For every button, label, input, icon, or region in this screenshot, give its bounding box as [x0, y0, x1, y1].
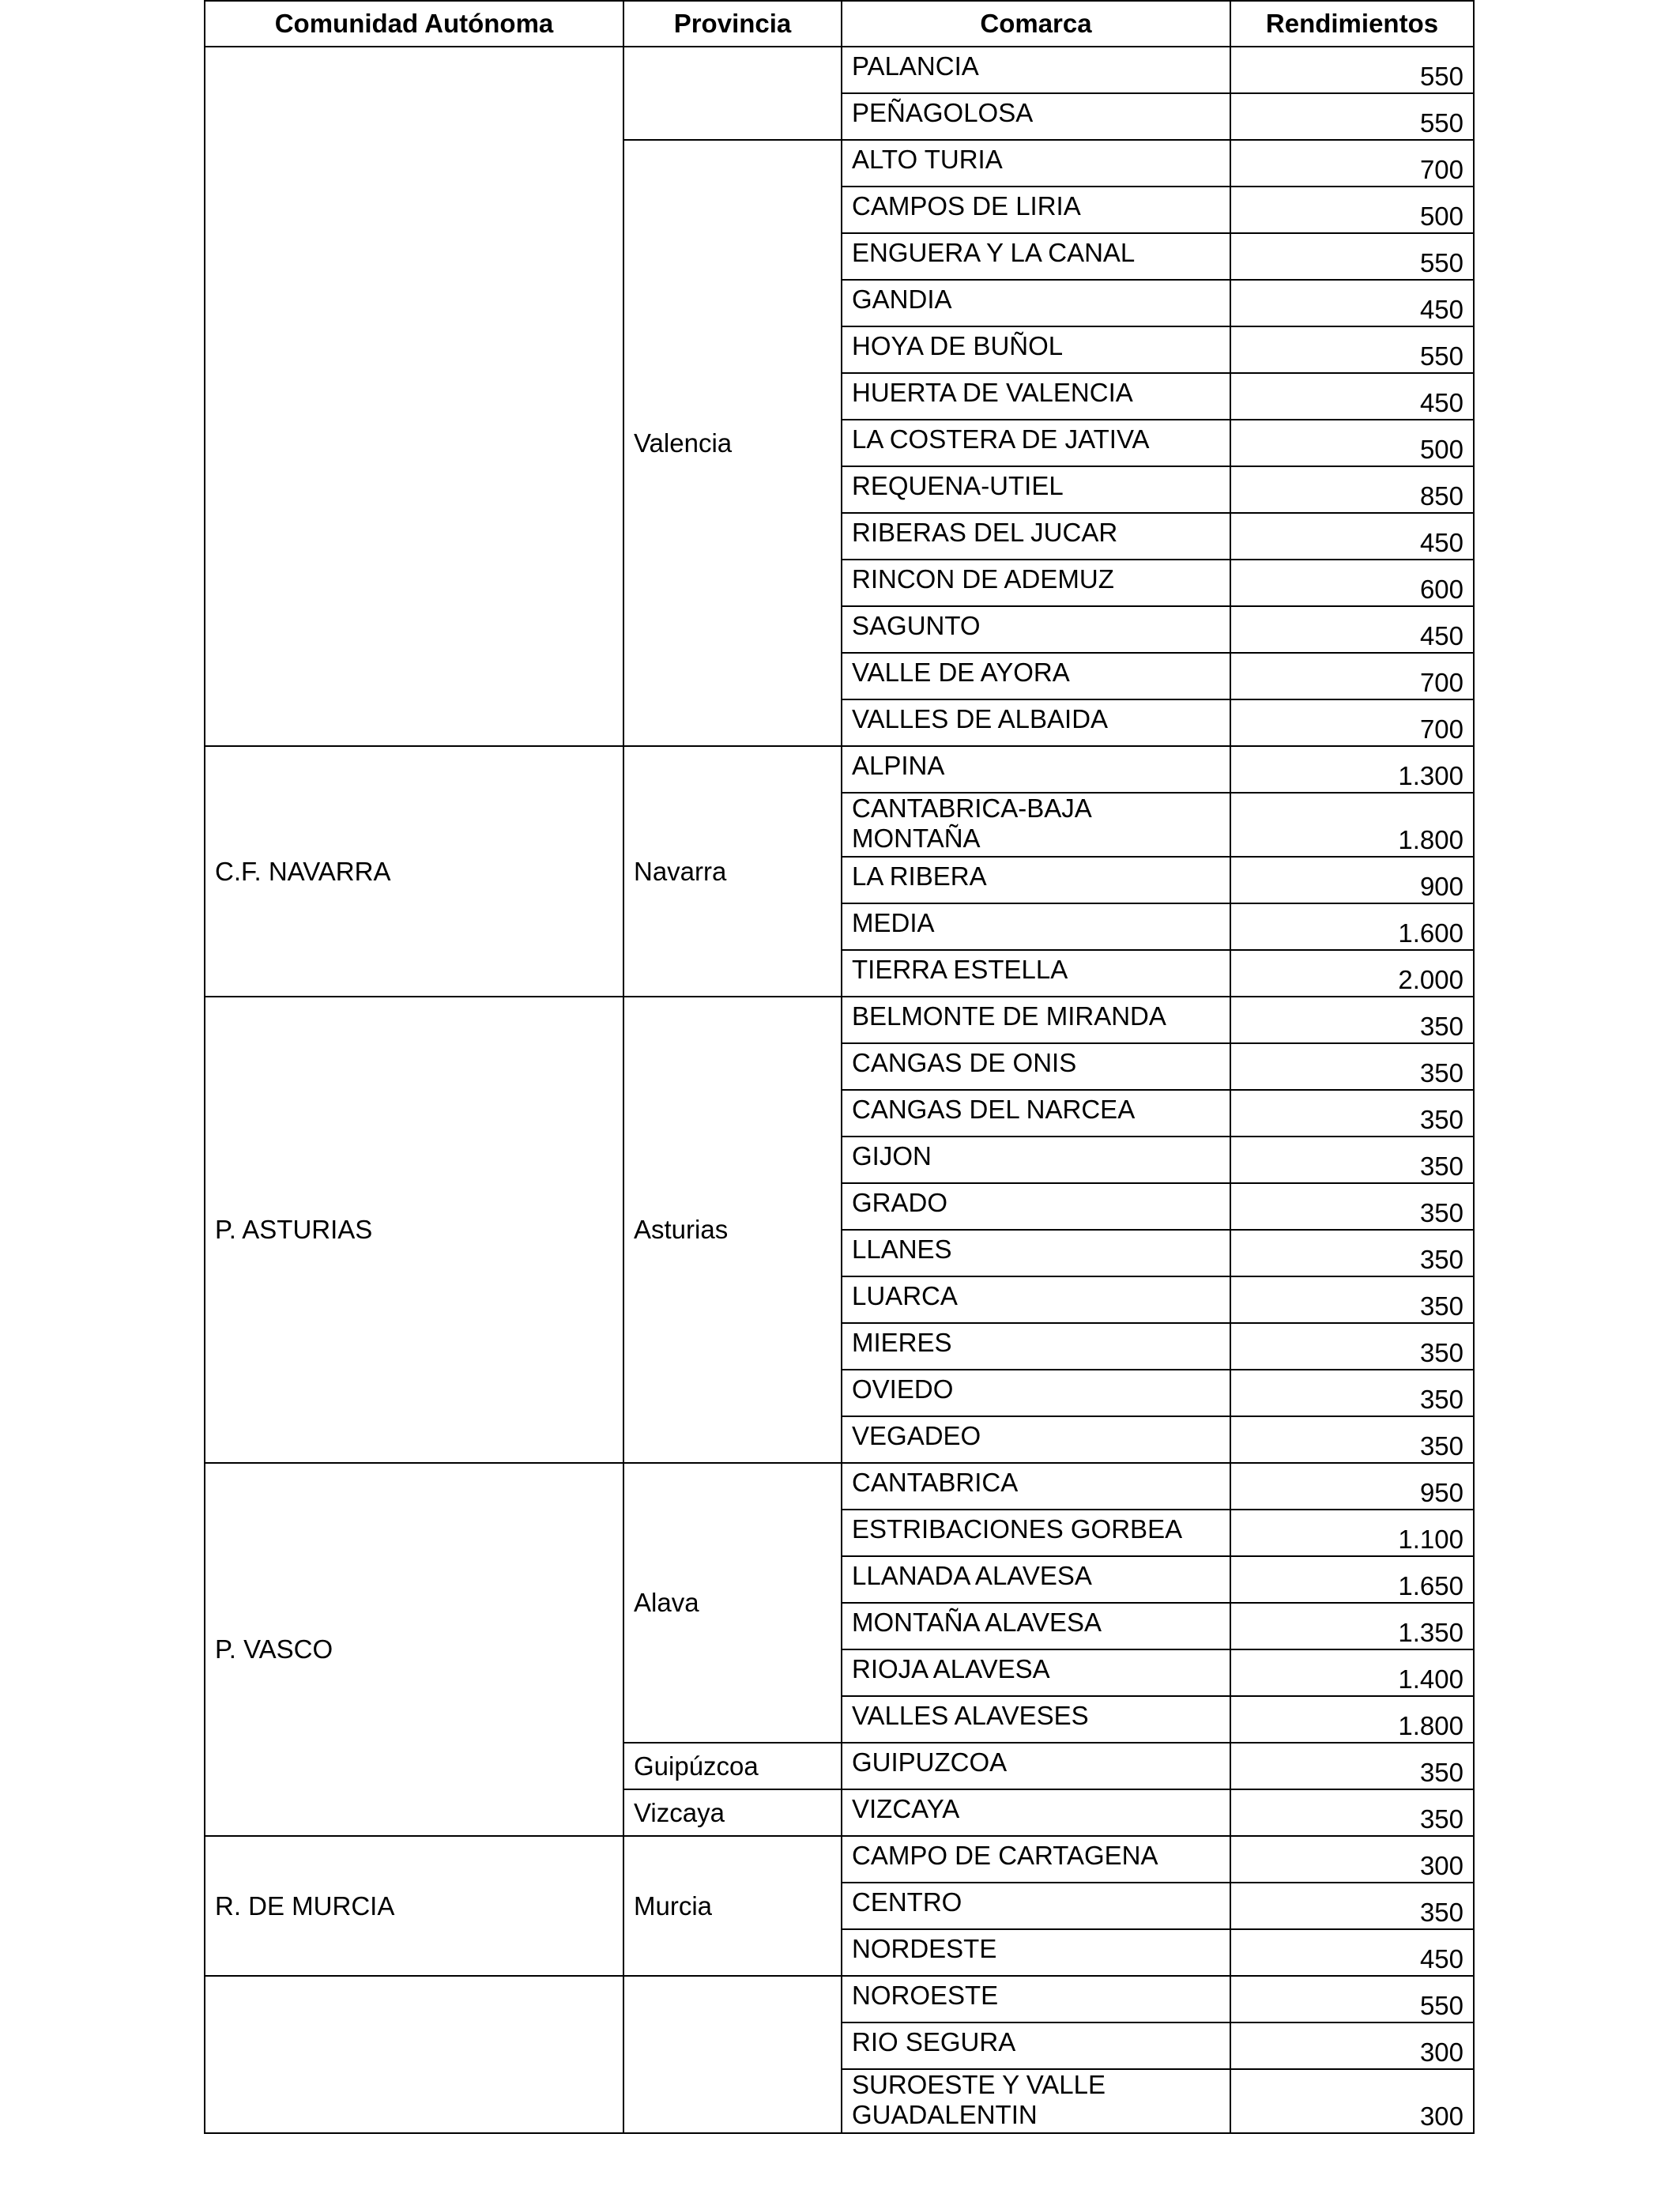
comarca-cell: VALLES ALAVESES — [842, 1696, 1230, 1743]
rendimiento-cell: 850 — [1230, 466, 1474, 513]
rendimiento-cell: 550 — [1230, 233, 1474, 280]
header-provincia: Provincia — [623, 1, 842, 47]
rendimiento-cell: 950 — [1230, 1463, 1474, 1510]
comarca-cell: GUIPUZCOA — [842, 1743, 1230, 1789]
rendimiento-cell: 550 — [1230, 326, 1474, 373]
comarca-cell: GRADO — [842, 1183, 1230, 1230]
rendimiento-cell: 350 — [1230, 1789, 1474, 1836]
rendimiento-cell: 1.650 — [1230, 1556, 1474, 1603]
comarca-cell: MEDIA — [842, 903, 1230, 950]
comarca-cell: ALTO TURIA — [842, 140, 1230, 187]
rendimiento-cell: 700 — [1230, 140, 1474, 187]
comunidad-cell — [205, 1976, 623, 2133]
comarca-cell: ALPINA — [842, 746, 1230, 793]
table-row — [205, 47, 1474, 93]
comarca-cell: RINCON DE ADEMUZ — [842, 560, 1230, 606]
rendimientos-table — [204, 0, 1475, 2134]
rendimiento-cell: 1.300 — [1230, 746, 1474, 793]
header-row — [205, 1, 1474, 47]
table-body — [205, 47, 1474, 2133]
comarca-cell: TIERRA ESTELLA — [842, 950, 1230, 997]
comarca-cell: CANTABRICA — [842, 1463, 1230, 1510]
comarca-cell: GANDIA — [842, 280, 1230, 326]
rendimiento-cell: 450 — [1230, 1929, 1474, 1976]
comarca-cell: CANTABRICA-BAJA MONTAÑA — [842, 793, 1230, 857]
comarca-cell: VALLES DE ALBAIDA — [842, 699, 1230, 746]
provincia-cell: Valencia — [623, 140, 842, 746]
provincia-cell: Navarra — [623, 746, 842, 997]
comarca-cell: LLANADA ALAVESA — [842, 1556, 1230, 1603]
rendimiento-cell: 900 — [1230, 857, 1474, 903]
rendimiento-cell: 700 — [1230, 653, 1474, 699]
rendimiento-cell: 300 — [1230, 2022, 1474, 2069]
comunidad-cell: C.F. NAVARRA — [205, 746, 623, 997]
rendimiento-cell: 350 — [1230, 1043, 1474, 1090]
comarca-cell: CANGAS DEL NARCEA — [842, 1090, 1230, 1137]
provincia-cell: Guipúzcoa — [623, 1743, 842, 1789]
header-comarca: Comarca — [842, 1, 1230, 47]
comarca-cell: VALLE DE AYORA — [842, 653, 1230, 699]
table-row — [205, 746, 1474, 793]
rendimiento-cell: 350 — [1230, 1230, 1474, 1276]
table-row — [205, 1976, 1474, 2022]
rendimiento-cell: 1.800 — [1230, 793, 1474, 857]
comarca-cell: MONTAÑA ALAVESA — [842, 1603, 1230, 1649]
rendimiento-cell: 600 — [1230, 560, 1474, 606]
comarca-cell: LA RIBERA — [842, 857, 1230, 903]
comarca-cell: RIBERAS DEL JUCAR — [842, 513, 1230, 560]
rendimiento-cell: 450 — [1230, 513, 1474, 560]
rendimiento-cell: 350 — [1230, 1323, 1474, 1370]
rendimiento-cell: 450 — [1230, 280, 1474, 326]
comarca-cell: SUROESTE Y VALLE GUADALENTIN — [842, 2069, 1230, 2133]
rendimiento-cell: 450 — [1230, 606, 1474, 653]
rendimiento-cell: 450 — [1230, 373, 1474, 420]
rendimiento-cell: 350 — [1230, 1183, 1474, 1230]
comarca-cell: LUARCA — [842, 1276, 1230, 1323]
comarca-cell: ENGUERA Y LA CANAL — [842, 233, 1230, 280]
rendimiento-cell: 1.100 — [1230, 1510, 1474, 1556]
header-rendimientos: Rendimientos — [1230, 1, 1474, 47]
provincia-cell: Murcia — [623, 1836, 842, 1976]
comarca-cell: CENTRO — [842, 1883, 1230, 1929]
rendimiento-cell: 300 — [1230, 2069, 1474, 2133]
comarca-cell: VEGADEO — [842, 1416, 1230, 1463]
provincia-cell — [623, 1976, 842, 2133]
comarca-cell: NOROESTE — [842, 1976, 1230, 2022]
comarca-cell: REQUENA-UTIEL — [842, 466, 1230, 513]
provincia-cell: Asturias — [623, 997, 842, 1463]
comarca-cell: OVIEDO — [842, 1370, 1230, 1416]
comunidad-cell: R. DE MURCIA — [205, 1836, 623, 1976]
comarca-cell: VIZCAYA — [842, 1789, 1230, 1836]
comarca-cell: LLANES — [842, 1230, 1230, 1276]
comarca-cell: RIO SEGURA — [842, 2022, 1230, 2069]
rendimiento-cell: 350 — [1230, 1743, 1474, 1789]
comarca-cell: BELMONTE DE MIRANDA — [842, 997, 1230, 1043]
rendimiento-cell: 550 — [1230, 1976, 1474, 2022]
comunidad-cell: P. ASTURIAS — [205, 997, 623, 1463]
comunidad-cell — [205, 47, 623, 746]
comarca-cell: PEÑAGOLOSA — [842, 93, 1230, 140]
rendimiento-cell: 550 — [1230, 47, 1474, 93]
rendimiento-cell: 350 — [1230, 1276, 1474, 1323]
rendimiento-cell: 500 — [1230, 420, 1474, 466]
comarca-cell: CANGAS DE ONIS — [842, 1043, 1230, 1090]
table-row — [205, 1463, 1474, 1510]
rendimiento-cell: 2.000 — [1230, 950, 1474, 997]
rendimiento-cell: 300 — [1230, 1836, 1474, 1883]
rendimiento-cell: 350 — [1230, 1137, 1474, 1183]
comarca-cell: CAMPOS DE LIRIA — [842, 187, 1230, 233]
rendimiento-cell: 350 — [1230, 997, 1474, 1043]
comarca-cell: NORDESTE — [842, 1929, 1230, 1976]
rendimiento-cell: 500 — [1230, 187, 1474, 233]
comarca-cell: PALANCIA — [842, 47, 1230, 93]
provincia-cell: Vizcaya — [623, 1789, 842, 1836]
comarca-cell: ESTRIBACIONES GORBEA — [842, 1510, 1230, 1556]
rendimiento-cell: 700 — [1230, 699, 1474, 746]
comarca-cell: CAMPO DE CARTAGENA — [842, 1836, 1230, 1883]
comarca-cell: MIERES — [842, 1323, 1230, 1370]
comunidad-cell: P. VASCO — [205, 1463, 623, 1836]
comarca-cell: RIOJA ALAVESA — [842, 1649, 1230, 1696]
rendimiento-cell: 350 — [1230, 1883, 1474, 1929]
rendimiento-cell: 350 — [1230, 1370, 1474, 1416]
rendimiento-cell: 350 — [1230, 1416, 1474, 1463]
rendimiento-cell: 1.600 — [1230, 903, 1474, 950]
comarca-cell: LA COSTERA DE JATIVA — [842, 420, 1230, 466]
table-row — [205, 997, 1474, 1043]
rendimiento-cell: 350 — [1230, 1090, 1474, 1137]
provincia-cell: Alava — [623, 1463, 842, 1743]
rendimiento-cell: 550 — [1230, 93, 1474, 140]
rendimiento-cell: 1.400 — [1230, 1649, 1474, 1696]
rendimiento-cell: 1.800 — [1230, 1696, 1474, 1743]
comarca-cell: GIJON — [842, 1137, 1230, 1183]
comarca-cell: HUERTA DE VALENCIA — [842, 373, 1230, 420]
table-row — [205, 1836, 1474, 1883]
provincia-cell — [623, 47, 842, 140]
comarca-cell: SAGUNTO — [842, 606, 1230, 653]
header-comunidad: Comunidad Autónoma — [205, 1, 623, 47]
table-header — [205, 1, 1474, 47]
rendimiento-cell: 1.350 — [1230, 1603, 1474, 1649]
comarca-cell: HOYA DE BUÑOL — [842, 326, 1230, 373]
